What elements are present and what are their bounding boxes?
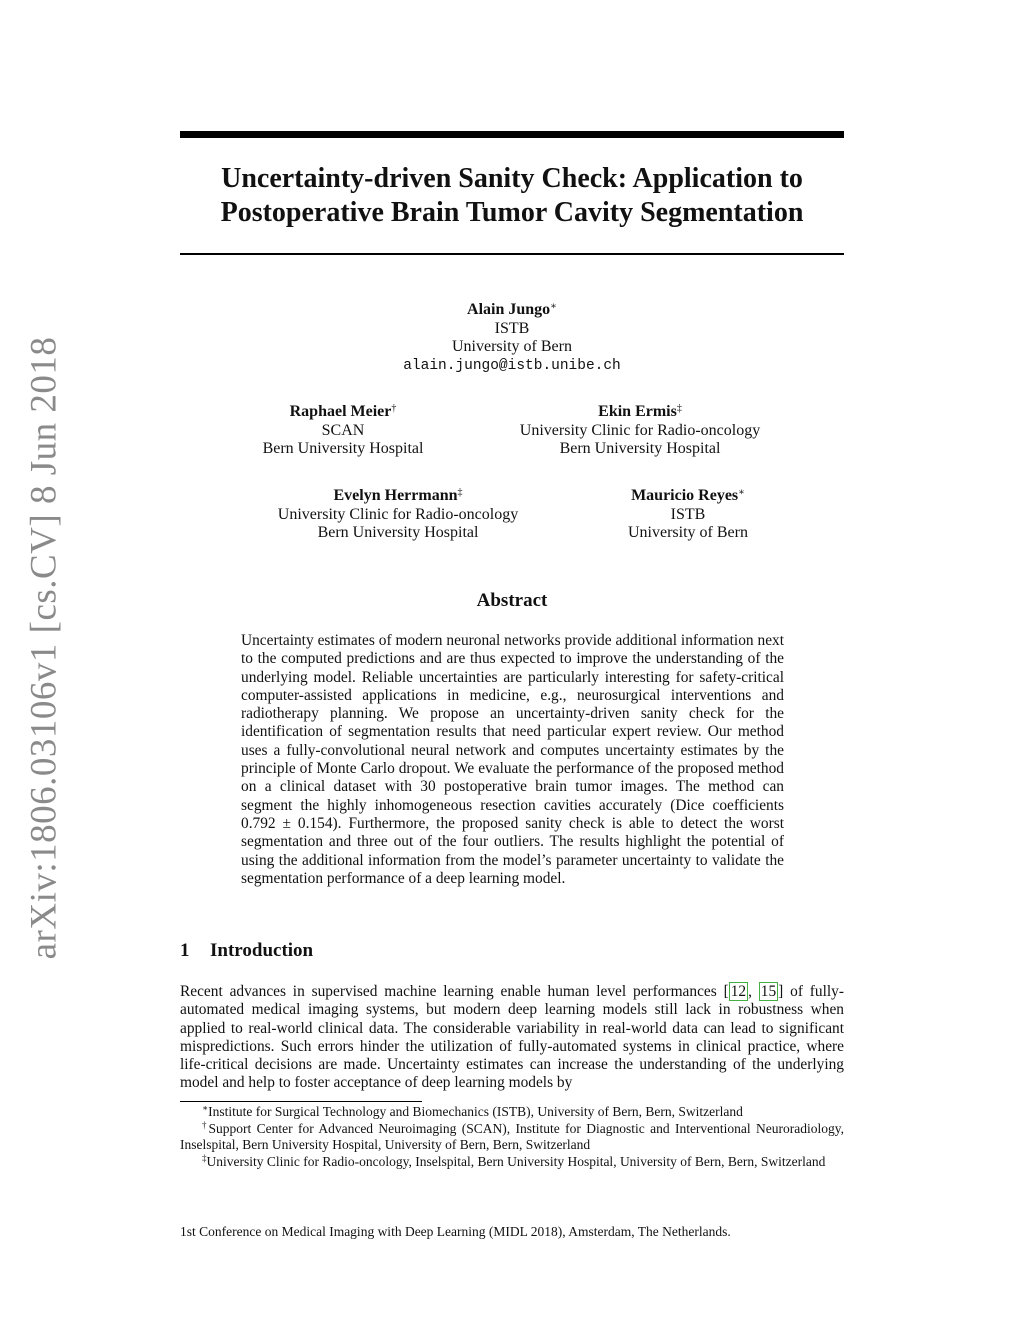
title-rule-top bbox=[180, 131, 844, 138]
author-block-reyes bbox=[588, 487, 788, 543]
footnotes bbox=[180, 1104, 844, 1170]
paper-title bbox=[180, 162, 844, 230]
author-block-jungo bbox=[312, 301, 712, 375]
author-affiliation: SCAN bbox=[321, 421, 365, 439]
footnote-divider bbox=[180, 1101, 422, 1102]
section-title: Introduction bbox=[210, 940, 314, 961]
author-block-ermis bbox=[490, 403, 790, 459]
title-line-1: Uncertainty-driven Sanity Check: Application to bbox=[221, 163, 803, 194]
author-block-herrmann bbox=[248, 487, 548, 543]
author-name: Evelyn Herrmann‡ bbox=[333, 487, 463, 504]
arxiv-identifier-stamp: arXiv:1806.03106v1 [cs.CV] 8 Jun 2018 bbox=[23, 336, 65, 960]
author-affiliation: ISTB bbox=[670, 505, 706, 523]
title-rule-bottom bbox=[180, 253, 844, 255]
author-affiliation: Bern University Hospital bbox=[317, 524, 479, 541]
author-affiliation: ISTB bbox=[494, 319, 530, 337]
citation-link[interactable]: 12 bbox=[730, 983, 747, 1000]
citation-link[interactable]: 15 bbox=[760, 983, 777, 1000]
author-name: Mauricio Reyes∗ bbox=[631, 487, 745, 504]
introduction-paragraph: Recent advances in supervised machine learning enable human level performances [ 12 , 15 ] of fully-automated medical imaging systems, but modern deep learning models still lack in robustness when applied to real-world clinical data. The considerable variability in real-world data can lead to significant mispredictions. Such errors hinder the utilization of fully-automated systems in clinical practice, where life-critical decisions are made. Uncertainty estimates can increase the understanding of the underlying model and help to foster acceptance of deep learning models by bbox=[180, 983, 844, 1092]
section-heading-introduction bbox=[180, 940, 313, 962]
author-affiliation: University Clinic for Radio-oncology bbox=[519, 421, 761, 439]
footnote-scan: †Support Center for Advanced Neuroimaging (SCAN), Institute for Diagnostic and Interventional Neuroradiology, Inselspital, Bern University Hospital, University of Bern, Bern, Switzerland bbox=[180, 1119, 845, 1153]
abstract-heading: Abstract bbox=[476, 590, 548, 611]
author-affiliation: University Clinic for Radio-oncology bbox=[277, 505, 519, 523]
author-affiliation: Bern University Hospital bbox=[559, 440, 721, 457]
author-block-meier bbox=[223, 403, 463, 459]
abstract-text: Uncertainty estimates of modern neuronal networks provide additional information next to the computed predictions and are thus expected to improve the understanding of the underlying model. Reliable uncertainties are particularly interesting for safety-critical computer-assisted applications in medicine, e.g., neurosurgical interventions and radiotherapy planning. We propose an uncertainty-driven sanity check for the identification of segmentation results that need particular expert review. Our method uses a fully-convolutional neural network and computes uncertainty estimates by the principle of Monte Carlo dropout. We evaluate the performance of the proposed method on a clinical dataset with 30 postoperative brain tumor images. The method can segment the highly inhomogeneous resection cavities accurately (Dice coefficients 0.792 ± 0.154). Furthermore, the proposed sanity check is able to detect the worst segmentation and three out of the four outliers. The results highlight the potential of using the additional information from the model’s parameter uncertainty to validate the segmentation performance of a deep learning model. bbox=[241, 632, 784, 887]
section-number: 1 bbox=[180, 940, 190, 961]
author-affiliation: University of Bern bbox=[628, 524, 748, 541]
conference-note: 1st Conference on Medical Imaging with Deep Learning (MIDL 2018), Amsterdam, The Netherlands. bbox=[180, 1224, 731, 1239]
author-name: Ekin Ermis‡ bbox=[598, 403, 682, 420]
author-affiliation: University of Bern bbox=[452, 338, 572, 355]
author-email[interactable]: alain.jungo@istb.unibe.ch bbox=[403, 357, 621, 374]
title-line-2: Postoperative Brain Tumor Cavity Segmentation bbox=[220, 197, 804, 228]
footnote-radio-oncology: ‡University Clinic for Radio-oncology, Inselspital, Bern University Hospital, University of Bern, Bern, Switzerland bbox=[202, 1152, 826, 1169]
author-name: Raphael Meier† bbox=[289, 403, 397, 420]
footnote-istb: ∗Institute for Surgical Technology and Biomechanics (ISTB), University of Bern, Bern, Switzerland bbox=[202, 1103, 743, 1119]
author-affiliation: Bern University Hospital bbox=[262, 440, 424, 457]
author-name: Alain Jungo∗ bbox=[467, 301, 557, 318]
